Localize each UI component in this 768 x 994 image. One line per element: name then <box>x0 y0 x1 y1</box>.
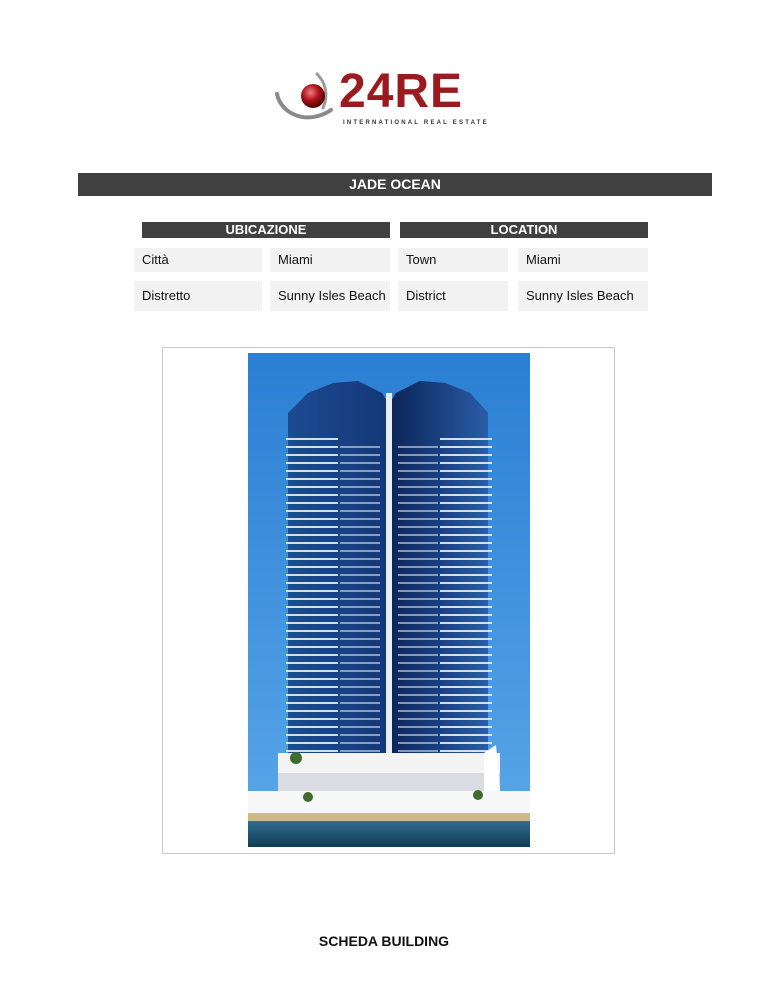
value-town: Miami <box>518 248 648 272</box>
value-citta: Miami <box>270 248 390 272</box>
label-distretto: Distretto <box>134 281 262 311</box>
logo-subtitle: INTERNATIONAL REAL ESTATE <box>343 120 489 126</box>
section-heading-ubicazione: UBICAZIONE <box>142 222 390 238</box>
label-district: District <box>398 281 508 311</box>
footer-label: SCHEDA BUILDING <box>318 933 450 949</box>
building-photo <box>248 353 530 847</box>
value-district: Sunny Isles Beach <box>518 281 648 311</box>
section-heading-location: LOCATION <box>400 222 648 238</box>
value-distretto: Sunny Isles Beach <box>270 281 390 311</box>
label-town: Town <box>398 248 508 272</box>
logo-wordmark: 24RE <box>339 65 464 118</box>
label-citta: Città <box>134 248 262 272</box>
globe-swoosh-icon <box>273 70 339 132</box>
company-logo <box>273 65 497 132</box>
page-title: JADE OCEAN <box>78 173 712 196</box>
